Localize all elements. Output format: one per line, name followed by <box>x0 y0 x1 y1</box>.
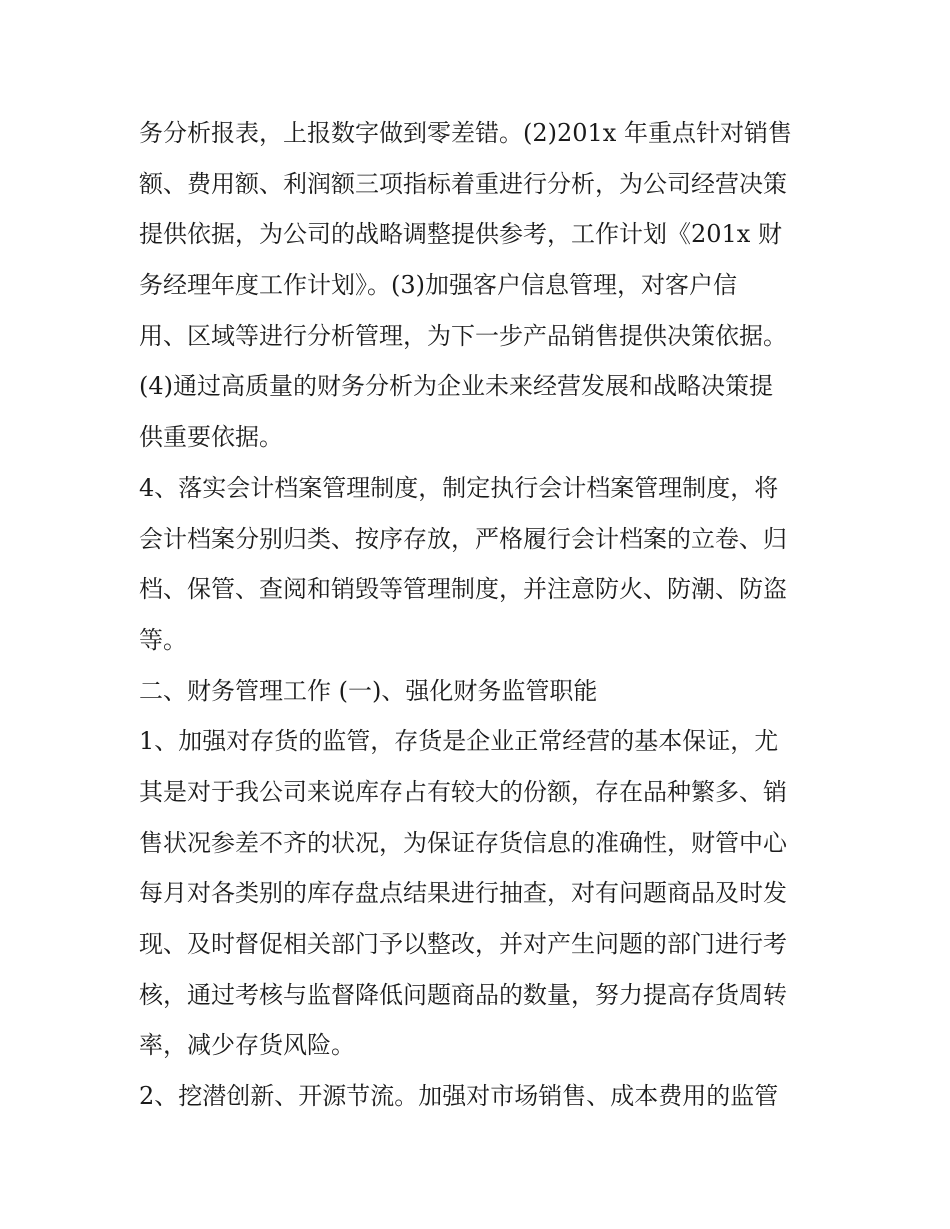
text-line: 4、落实会计档案管理制度，制定执行会计档案管理制度，将 <box>139 473 779 502</box>
text-line: 会计档案分别归类、按序存放，严格履行会计档案的立卷、归 <box>139 524 787 553</box>
text-line: 现、及时督促相关部门予以整改，并对产生问题的部门进行考 <box>139 930 787 958</box>
text-line: 额、费用额、利润额三项指标着重进行分析，为公司经营决策 <box>139 169 787 198</box>
text-line: 率，减少存货风险。 <box>139 1031 355 1060</box>
text-line: 档、保管、查阅和销毁等管理制度，并注意防火、防潮、防盗 <box>139 575 787 604</box>
text-line: 用、区域等进行分析管理，为下一步产品销售提供决策依据。 <box>139 321 787 350</box>
text-line: 等。 <box>139 625 187 654</box>
text-line: 1、加强对存货的监管，存货是企业正常经营的基本保证，尤 <box>139 727 779 756</box>
text-line: 2、挖潜创新、开源节流。加强对市场销售、成本费用的监管 <box>139 1082 779 1111</box>
text-line: 售状况参差不齐的状况，为保证存货信息的准确性，财管中心 <box>139 828 787 857</box>
text-line: 务分析报表，上报数字做到零差错。(2)201x 年重点针对销售 <box>139 119 792 147</box>
text-line: 提供依据，为公司的战略调整提供参考，工作计划《201x 财 <box>139 220 782 249</box>
section-heading: 二、财务管理工作 (一)、强化财务监管职能 <box>139 676 598 705</box>
text-line: 供重要依据。 <box>139 423 283 452</box>
text-line: 核，通过考核与监督降低问题商品的数量，努力提高存货周转 <box>139 980 787 1009</box>
text-line: 其是对于我公司来说库存占有较大的份额，存在品种繁多、销 <box>139 777 787 806</box>
text-line: 每月对各类别的库存盘点结果进行抽查，对有问题商品及时发 <box>139 879 787 908</box>
text-line: 务经理年度工作计划》。(3)加强客户信息管理，对客户信 <box>139 271 737 300</box>
text-line: (4)通过高质量的财务分析为企业未来经营发展和战略决策提 <box>139 372 773 401</box>
document-body <box>139 108 829 1122</box>
